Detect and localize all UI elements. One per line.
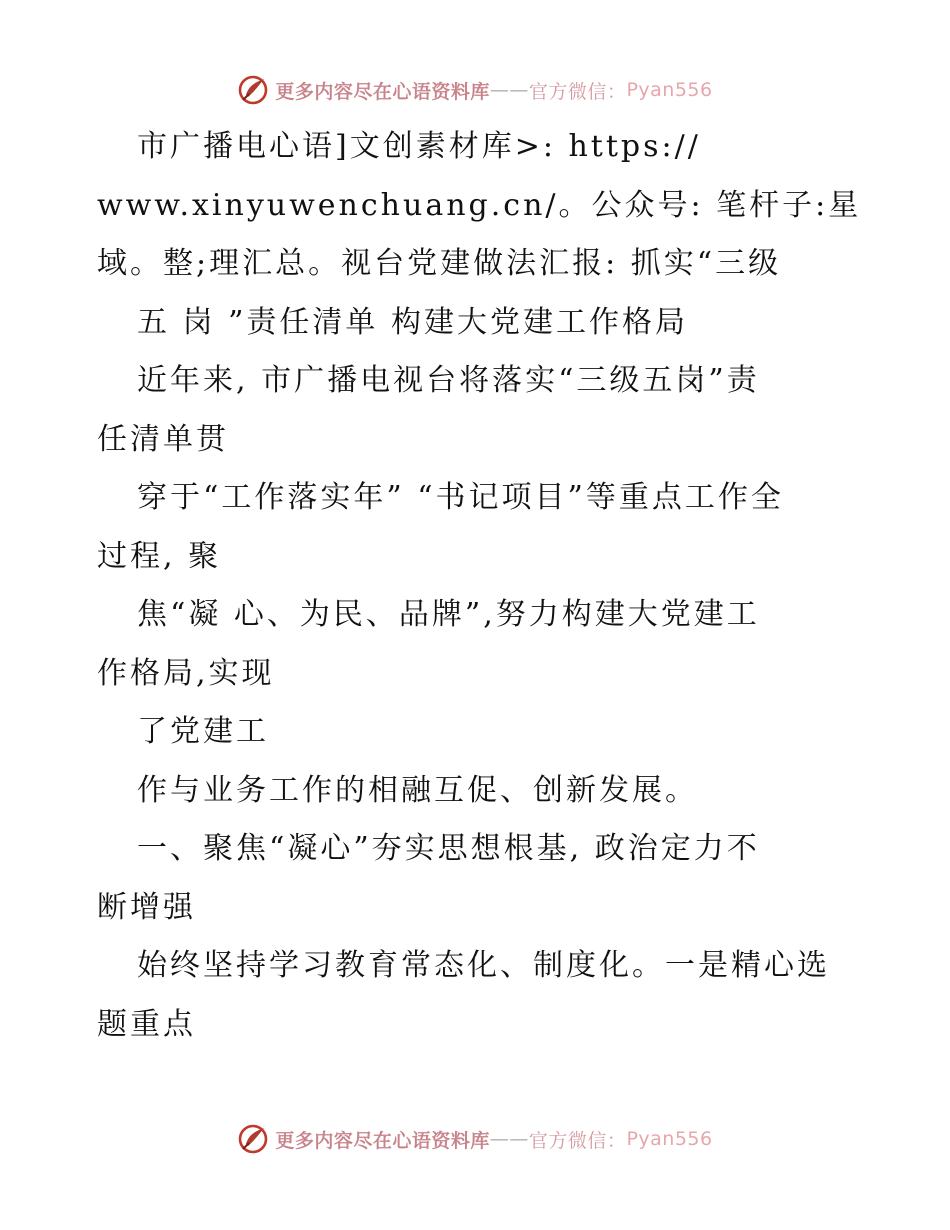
text-line: 域。整;理汇总。视台党建做法汇报: 抓实“三级 [97, 246, 782, 281]
text-line: 五 岗 ”责任清单 构建大党建工作格局 [137, 304, 688, 340]
text-line: 一、聚焦“凝心”夯实思想根基, 政治定力不 [137, 831, 760, 866]
banner-wechat-label: 官方微信： [528, 80, 627, 103]
text-line: 过程, 聚 [97, 538, 222, 574]
banner-brand-text: 更多内容尽在心语资料库 [275, 80, 490, 103]
text-line: 题重点 [97, 1006, 196, 1042]
text-line: 市广播电心语]文创素材库>: https:// [137, 129, 701, 164]
document-body [97, 118, 867, 1054]
banner-dash: —— [489, 1128, 529, 1150]
banner-dash: —— [489, 79, 529, 101]
text-line: 始终坚持学习教育常态化、制度化。一是精心选 [137, 948, 830, 983]
banner-wechat-id: Pyan556 [626, 79, 713, 101]
text-line: 近年来, 市广播电视台将落实“三级五岗”责 [137, 363, 760, 398]
brand-logo-icon [237, 1122, 271, 1156]
banner-brand-text: 更多内容尽在心语资料库 [275, 1129, 490, 1152]
text-line: 了党建工 [137, 714, 269, 749]
header-banner [0, 70, 950, 110]
banner-wechat-id: Pyan556 [626, 1128, 713, 1150]
footer-banner [0, 1119, 950, 1159]
text-line: 穿于“工作落实年” “书记项目”等重点工作全 [137, 480, 784, 515]
text-line: 焦“凝 心、为民、品牌”,努力构建大党建工 [137, 597, 760, 632]
banner-wechat-label: 官方微信： [528, 1129, 627, 1152]
text-line: 断增强 [97, 889, 196, 925]
text-line: 作格局,实现 [97, 655, 275, 691]
text-line: 作与业务工作的相融互促、创新发展。 [137, 772, 698, 808]
brand-logo-icon [237, 73, 271, 107]
text-line: 任清单贯 [97, 421, 229, 457]
text-line: www.xinyuwenchuang.cn/。公众号: 笔杆子:星 [97, 187, 862, 223]
